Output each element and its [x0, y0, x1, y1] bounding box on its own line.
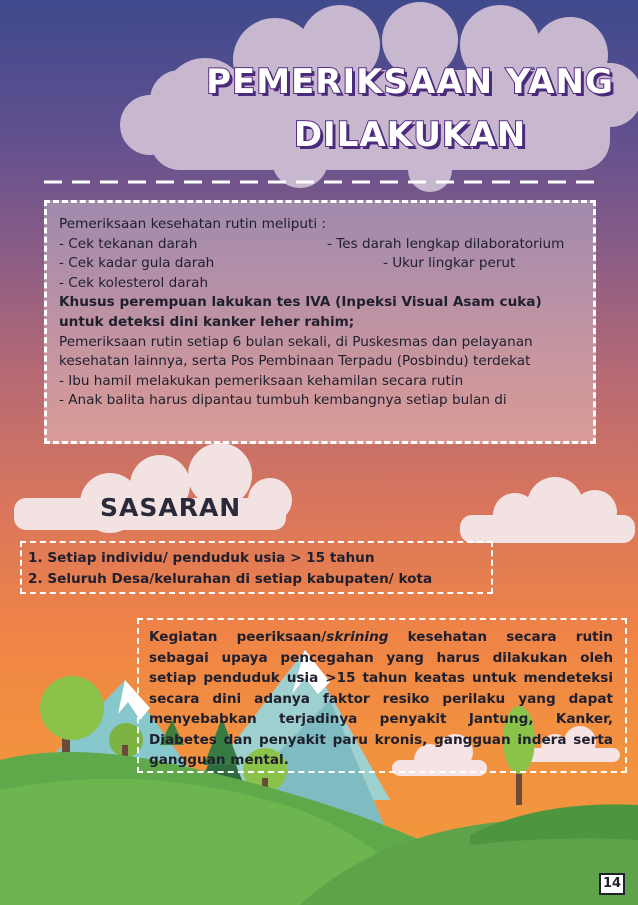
cloud-right [460, 477, 635, 543]
rutin-text: Pemeriksaan rutin setiap 6 bulan sekali, di Puskesmas dan pelayanan kesehatan lainnya, serta Pos Pembinaan Terpadu (Posbindu) terdekat [59, 333, 533, 370]
sasaran-heading: SASARAN [100, 493, 242, 522]
sasaran-box [20, 541, 493, 594]
pemeriksaan-row [59, 235, 581, 255]
pemeriksaan-heading: Pemeriksaan kesehatan rutin meliputi : [59, 216, 326, 232]
item-tes-darah: - Tes darah lengkap dilaboratorium [327, 235, 565, 252]
item-gula-darah: - Cek kadar gula darah [59, 255, 215, 272]
sasaran-item: 1. Setiap individu/ penduduk usia > 15 tahun [28, 550, 375, 566]
pemeriksaan-box [44, 200, 596, 444]
kegiatan-text-part1: Kegiatan peeriksaan/ [149, 629, 327, 645]
kegiatan-text-italic: skrining [326, 629, 389, 645]
sasaran-item: 2. Seluruh Desa/kelurahan di setiap kabupaten/ kota [28, 571, 433, 587]
item-tekanan-darah: - Cek tekanan darah [59, 235, 198, 252]
balita-item: - Anak balita harus dipantau tumbuh kembangnya setiap bulan di [59, 392, 507, 409]
perempuan-text: Khusus perempuan lakukan tes IVA (Inpeksi Visual Asam cuka) untuk deteksi dini kanker leher rahim; [59, 294, 542, 330]
page-title-line-1: PEMERIKSAAN YANG [206, 62, 614, 102]
item-kolesterol: - Cek kolesterol darah [59, 274, 209, 291]
page-title-line-2: DILAKUKAN [293, 115, 527, 155]
item-lingkar-perut: - Ukur lingkar perut [383, 255, 516, 272]
kegiatan-box [137, 618, 627, 773]
page-number: 14 [599, 873, 625, 895]
pemeriksaan-row [59, 254, 581, 274]
ibu-hamil-item: - Ibu hamil melakukan pemeriksaan kehamilan secara rutin [59, 372, 464, 389]
kegiatan-text-part3: kesehatan secara rutin sebagai upaya pencegahan yang harus dilakukan oleh setiap penduduk usia >15 tahun keatas untuk mendeteksi secara dini adanya faktor resiko perilaku yang dapat menyebabkan terjadinya penyakit Jantung, Kanker, Diabetes dan penyakit paru kronis, gangguan indera serta gangguan mental. [149, 629, 613, 768]
